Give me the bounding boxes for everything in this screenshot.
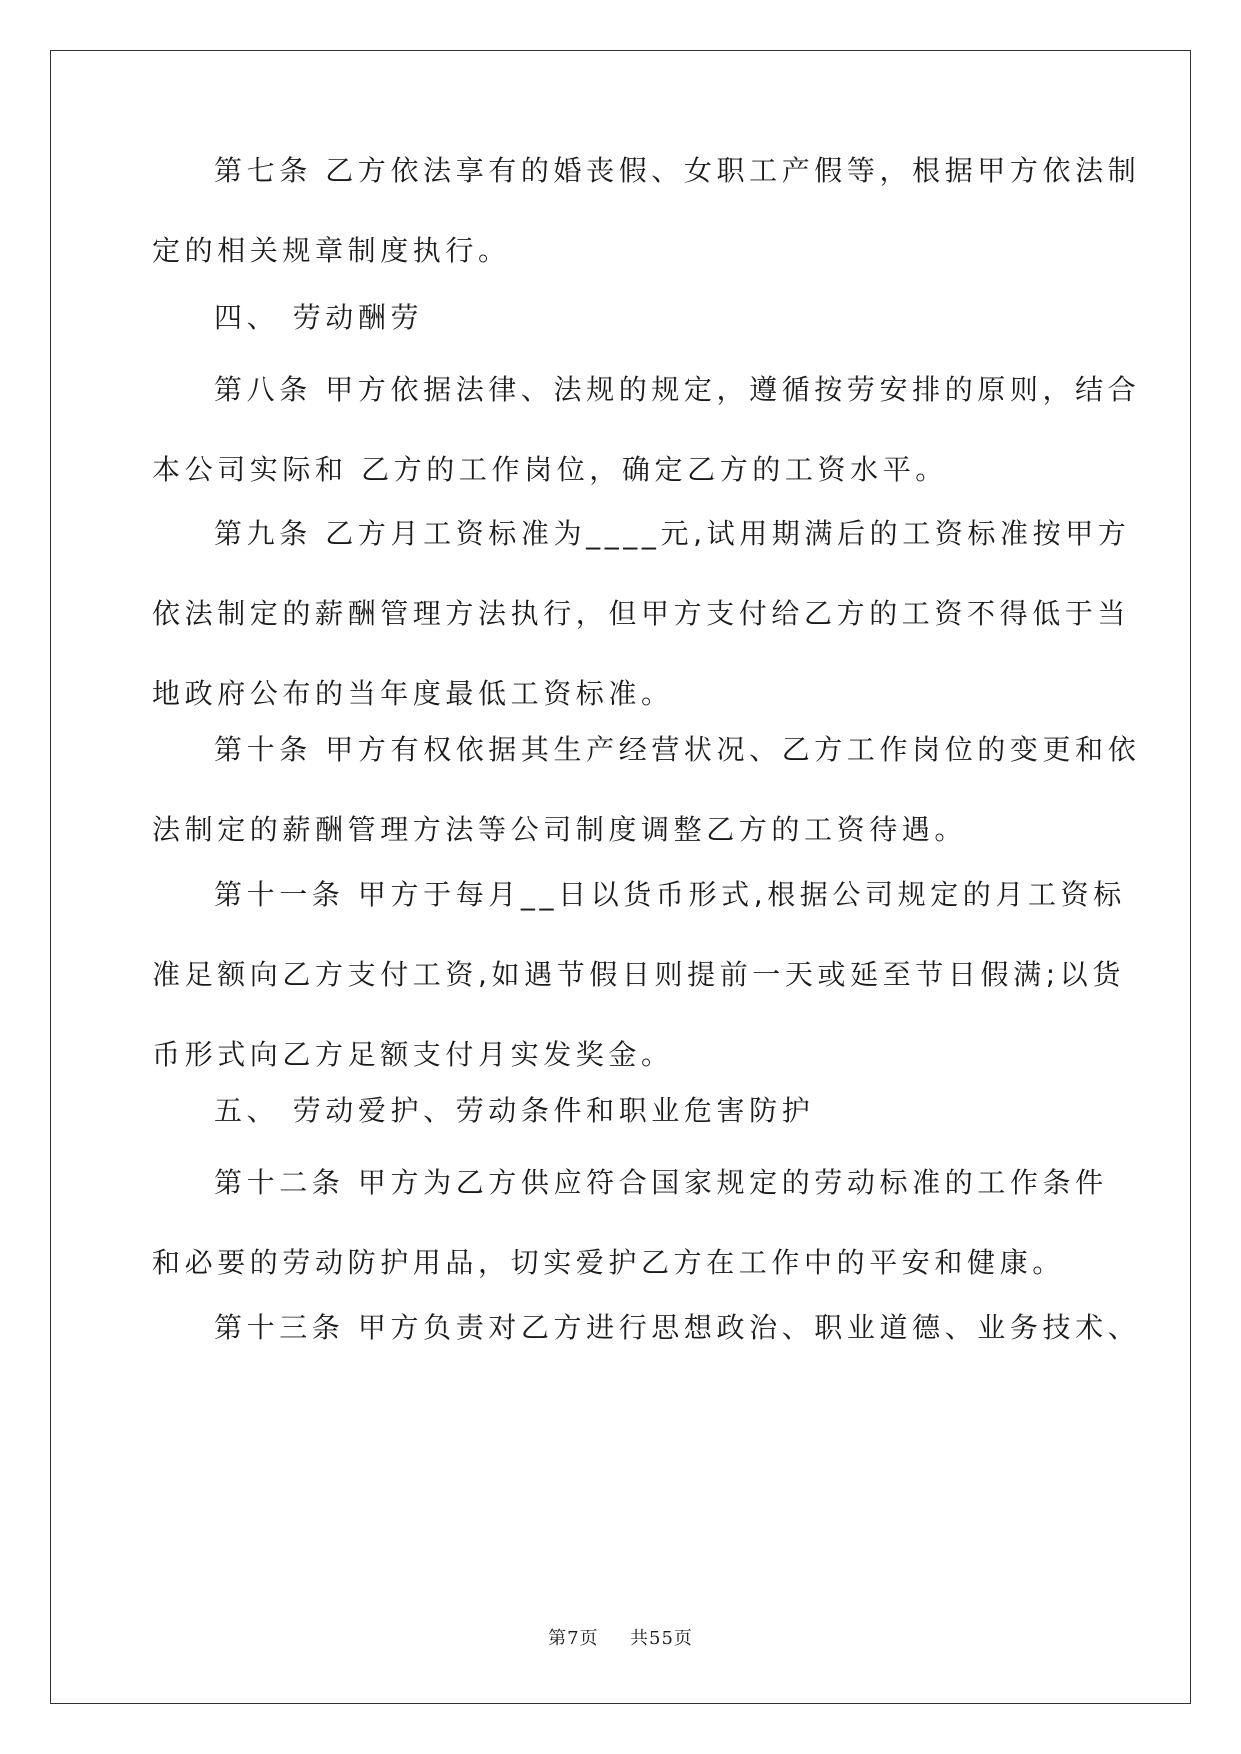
- text-line: 和必要的劳动防护用品，切实爱护乙方在工作中的平安和健康。: [152, 1246, 1065, 1279]
- article-11-paragraph: [152, 855, 1126, 1095]
- page-footer: [0, 1624, 1241, 1650]
- text-line: 第十一条 甲方于每月__日以货币形式,根据公司规定的月工资标: [214, 878, 1126, 911]
- article-8-paragraph: [152, 350, 1141, 510]
- text-line: 第八条 甲方依据法律、法规的规定，遵循按劳安排的原则，结合: [214, 373, 1141, 406]
- article-9-paragraph: [152, 494, 1131, 734]
- text-line: 币形式向乙方足额支付月实发奖金。: [152, 1038, 674, 1071]
- article-13-paragraph: [152, 1288, 1141, 1368]
- text-line: 依法制定的薪酬管理方法执行，但甲方支付给乙方的工资不得低于当: [152, 597, 1131, 630]
- text-line: 第七条 乙方依法享有的婚丧假、女职工产假等，根据甲方依法制: [214, 154, 1141, 187]
- article-12-paragraph: [152, 1143, 1108, 1303]
- text-line: 定的相关规章制度执行。: [152, 234, 511, 267]
- text-line: 准足额向乙方支付工资,如遇节假日则提前一天或延至节日假满;以货: [152, 958, 1125, 991]
- text-line: 第十二条 甲方为乙方供应符合国家规定的劳动标准的工作条件: [214, 1166, 1108, 1199]
- page-total: 共55页: [630, 1628, 693, 1649]
- article-10-paragraph: [152, 710, 1141, 870]
- section-heading: [152, 278, 1092, 358]
- text-line: 第十三条 甲方负责对乙方进行思想政治、职业道德、业务技术、: [214, 1311, 1141, 1344]
- section-4-heading: 四、 劳动酬劳: [214, 301, 424, 334]
- text-line: 第十条 甲方有权依据其生产经营状况、乙方工作岗位的变更和依: [214, 733, 1141, 766]
- text-line: 本公司实际和 乙方的工作岗位，确定乙方的工资水平。: [152, 453, 948, 486]
- text-line: 地政府公布的当年度最低工资标准。: [152, 677, 674, 710]
- text-line: 法制定的薪酬管理方法等公司制度调整乙方的工资待遇。: [152, 813, 968, 846]
- page-number: 第7页: [548, 1628, 599, 1649]
- section-heading: [152, 1071, 1092, 1151]
- section-5-heading: 五、 劳动爱护、劳动条件和职业危害防护: [214, 1094, 815, 1127]
- article-7-paragraph: [152, 131, 1141, 291]
- text-line: 第九条 乙方月工资标准为____元,试用期满后的工资标准按甲方: [214, 517, 1131, 550]
